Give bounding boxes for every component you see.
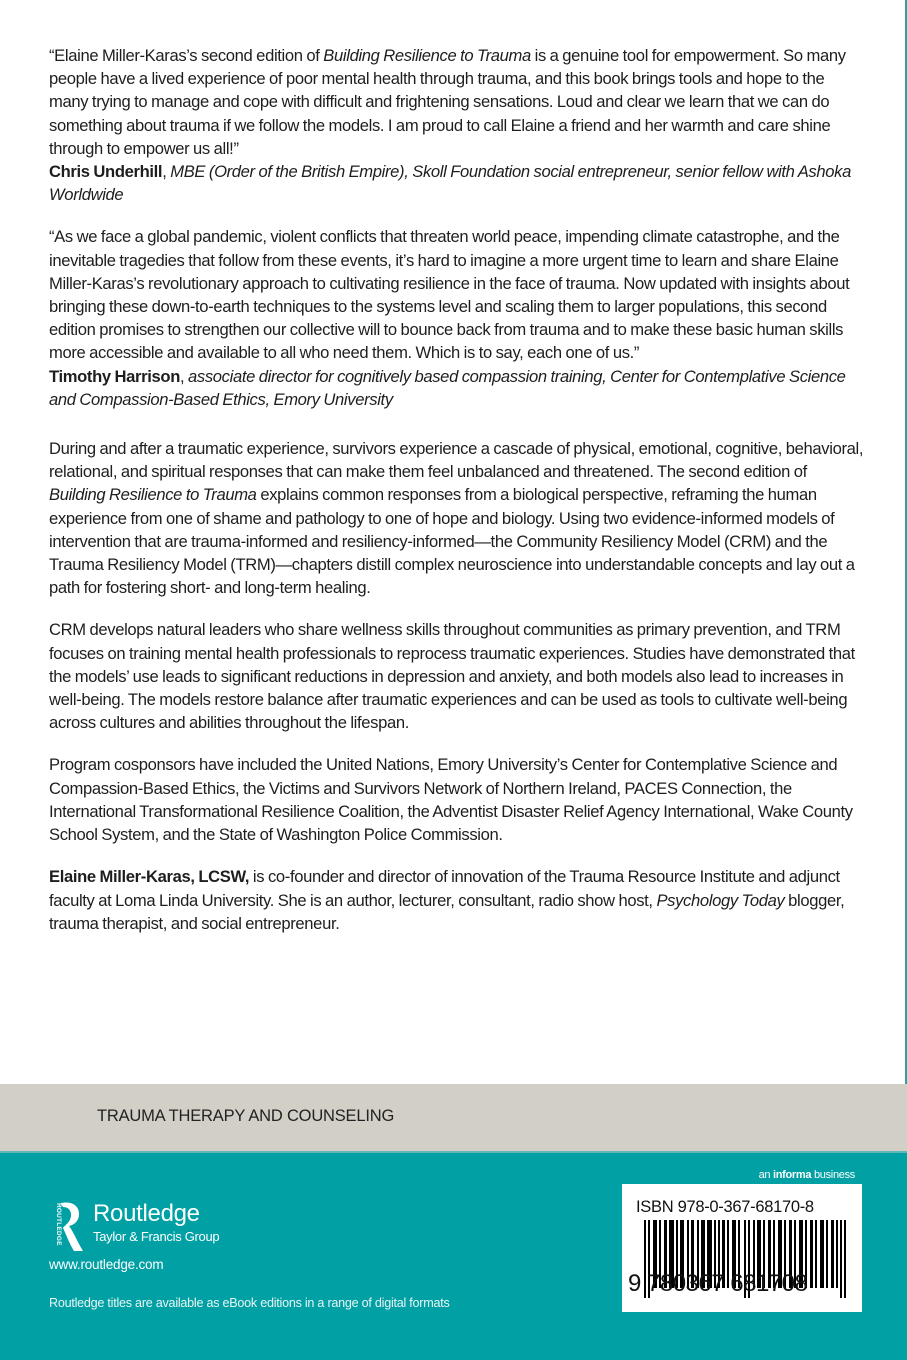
publisher-group: Taylor & Francis Group — [93, 1229, 220, 1244]
book-title: Building Resilience to Trauma — [49, 485, 257, 505]
informa-prefix: an — [758, 1169, 773, 1181]
book-title: Building Resilience to Trauma — [323, 46, 531, 65]
quote-author: Timothy Harrison — [49, 366, 180, 386]
isbn-barcode-box — [622, 1184, 862, 1312]
informa-suffix: business — [811, 1169, 855, 1181]
quote-author-role: MBE (Order of the British Empire), Skoll Foundation social entrepreneur, senior fellow with Ashoka Worldwide — [49, 162, 851, 205]
series-band — [0, 1084, 907, 1153]
bio-text: blogger, trauma therapist, and social entrepreneur. — [49, 890, 845, 933]
isbn-label: ISBN 978-0-367-68170-8 — [636, 1198, 814, 1216]
publisher-footer — [0, 1153, 907, 1360]
description-text: explains common responses from a biological perspective, reframing the human experience from one of shame and pathology to one of hope and biology. Using two evidence-informed models of intervention that are trauma-informed and resiliency-informed—the Community Resiliency Model (CRM) and the Trauma Resiliency Model (TRM)—chapters distill complex neuroscience into understandable concepts and lay out a path for fostering short- and long-term healing. — [49, 485, 855, 598]
svg-text:ROUTLEDGE: ROUTLEDGE — [55, 1203, 62, 1246]
quote-author: Chris Underhill — [49, 162, 163, 182]
publisher-name: Routledge — [93, 1200, 200, 1227]
quote-author-role: associate director for cognitively based compassion training, Center for Contemplative Science and Compassion-Based Ethics, Emory University — [49, 366, 846, 409]
description-text: During and after a traumatic experience, survivors experience a cascade of physical, emotional, cognitive, behavioral, relational, and spiritual responses that can make them feel unbalanced and threatened. The second edition of — [49, 439, 864, 482]
quote-attribution: Chris Underhill, MBE (Order of the British Empire), Skoll Foundation social entrepreneur, senior fellow with Ashoka Worldwide — [49, 162, 851, 205]
description-paragraph: Program cosponsors have included the United Nations, Emory University’s Center for Contemplative Science and Compassion-Based Ethics, the Victims and Survivors Network of Northern Ireland, PACES Connection, the International Transformational Resilience Coalition, the Adventist Disaster Relief Agency International, Wake County School System, and the State of Washington Police Commission. — [49, 755, 853, 845]
quote-attribution: Timothy Harrison, associate director for cognitively based compassion training, Center for Contemplative Science and Compassion-Based Ethics, Emory University — [49, 366, 846, 409]
publisher-website-link[interactable]: www.routledge.com — [49, 1257, 164, 1272]
endorsement-quote-2 — [49, 225, 864, 411]
bio-text: is co-founder and director of innovation of the Trauma Resource Institute and adjunct faculty at Loma Linda University. She is an author, lecturer, consultant, radio show host, — [49, 867, 840, 910]
description-paragraph — [49, 437, 864, 599]
barcode-digits: 9 780367 681708 — [628, 1270, 808, 1297]
logo-text — [93, 1201, 219, 1245]
back-cover-text — [49, 44, 864, 954]
endorsement-quote-1 — [49, 44, 864, 206]
routledge-logo — [49, 1201, 219, 1253]
informa-tagline — [759, 1169, 855, 1181]
description-paragraph: CRM develops natural leaders who share wellness skills throughout communities as primary prevention, and TRM focuses on training mental health professionals to reprocess traumatic experiences. Studies have demonstrated that the models’ use leads to significant reductions in depression and anxiety, and both models also lead to increases in well-being. The models restore balance after traumatic experiences and can be used as tools to cultivate well-being across cultures and abilities throughout the lifespan. — [49, 620, 855, 733]
author-name: Elaine Miller-Karas, LCSW, — [49, 867, 250, 887]
quote-text: is a genuine tool for empowerment. So many people have a lived experience of poor mental health through trauma, and this book brings tools and hope to the many trying to manage and cope with difficult and frightening sensations. Loud and clear we learn that we can do something about trauma if we follow the models. I am proud to call Elaine a friend and her warmth and care shine through to empower us all!” — [49, 46, 846, 158]
series-label: TRAUMA THERAPY AND COUNSELING — [97, 1107, 395, 1125]
informa-brand: informa — [772, 1169, 812, 1181]
author-bio — [49, 865, 864, 935]
ebook-availability-note: Routledge titles are available as eBook editions in a range of digital formats — [49, 1296, 450, 1310]
routledge-r-icon — [49, 1201, 85, 1253]
quote-text: “Elaine Miller-Karas’s second edition of — [49, 46, 324, 65]
publication-name: Psychology Today — [656, 890, 785, 910]
quote-text: “As we face a global pandemic, violent conflicts that threaten world peace, impending climate catastrophe, and the inevitable tragedies that follow from these events, it’s hard to imagine a more urgent time to learn and share Elaine Miller-Karas’s revolutionary approach to cultivating resilience in the face of trauma. Now updated with insights about bringing these down-to-earth techniques to the systems level and scaling them to larger populations, this second edition promises to strengthen our collective will to bounce back from trauma and to make these basic human skills more accessible and available to all who need them. Which is to say, each one of us.” — [49, 227, 850, 363]
